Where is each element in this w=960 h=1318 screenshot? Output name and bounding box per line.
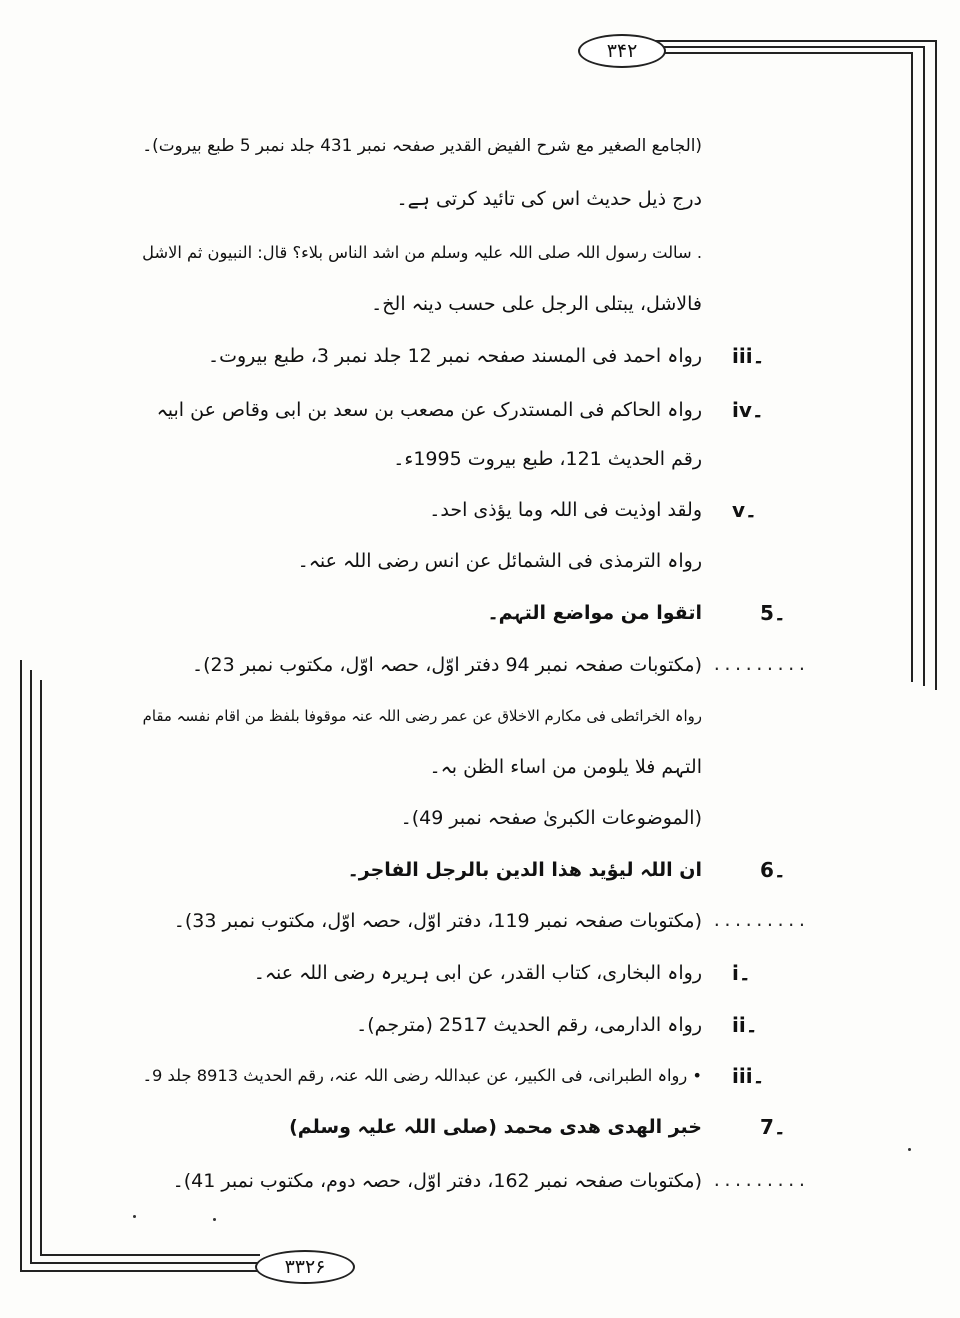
narration-kharaiti-1: رواہ الخرائطی فی مکارم الاخلاق عن عمر رضی اللہ عنہ موقوفا بلفظ من اقام نفسہ مقام bbox=[142, 707, 702, 725]
citation-maktubat-41: (مکتوبات صفحہ نمبر 162، دفتر اوّل، حصہ دوم، مکتوب نمبر 41)۔ bbox=[172, 1170, 702, 1192]
speck bbox=[908, 1148, 911, 1151]
speck bbox=[213, 1218, 216, 1221]
frame-top-line-outer bbox=[655, 40, 937, 42]
narration-kharaiti-2: التہم فلا یلومن من اساء الظن بہ۔ bbox=[429, 756, 702, 778]
heading-ittaqu: اتقوا من مواضع التہم۔ bbox=[487, 602, 702, 624]
leader-dots: ......... bbox=[712, 911, 808, 930]
hadith-text-line-1: . سالت رسول اللہ صلی اللہ علیہ وسلم من اشد الناس بلاء؟ قال: النبیون ثم الاشل bbox=[142, 243, 702, 262]
citation-maktubat-33: (مکتوبات صفحہ نمبر 119، دفتر اوّل، حصہ اوّل، مکتوب نمبر 33)۔ bbox=[173, 910, 702, 932]
heading-inna-allah: ان اللہ لیؤید ھذا الدین بالرجل الفاجر۔ bbox=[347, 859, 702, 881]
leader-dots: ......... bbox=[712, 655, 808, 674]
frame-right-line-outer bbox=[935, 40, 937, 690]
frame-top-line-mid bbox=[655, 46, 925, 48]
item-marker-6: 6۔ bbox=[760, 858, 786, 882]
citation-jami-saghir: (الجامع الصغیر مع شرح الفیض القدیر صفحہ نمبر 431 جلد نمبر 5 طبع بیروت)۔ bbox=[142, 135, 702, 155]
item-marker-ii: ii۔ bbox=[732, 1013, 758, 1037]
narration-tirmidhi: رواہ الترمذی فی الشمائل عن انس رضی اللہ عنہ۔ bbox=[297, 550, 702, 572]
hadith-text-line-2: فالاشل، یبتلی الرجل علی حسب دینہ الخ۔ bbox=[371, 293, 702, 315]
narration-ahmad: رواہ احمد فی المسند صفحہ نمبر 12 جلد نمبر 3، طبع بیروت۔ bbox=[207, 345, 702, 367]
item-marker-iii: iii۔ bbox=[732, 1064, 765, 1088]
top-page-number: ۳۴۲ bbox=[578, 34, 666, 68]
item-marker-i: i۔ bbox=[732, 961, 751, 985]
frame-right-line-mid bbox=[923, 46, 925, 686]
frame-left-line-mid bbox=[30, 670, 32, 1262]
narration-hakim-ref: رقم الحدیث 121، طبع بیروت 1995ء۔ bbox=[393, 448, 702, 470]
heading-khair-alhuda: خبر الھدی ھدی محمد (صلی اللہ علیہ وسلم) bbox=[289, 1116, 702, 1138]
frame-left-line-inner bbox=[40, 680, 42, 1254]
frame-left-line-outer bbox=[20, 660, 22, 1270]
item-marker-5: 5۔ bbox=[760, 601, 786, 625]
bottom-page-number: ۳۳۲۶ bbox=[255, 1250, 355, 1284]
narration-tabarani: • رواہ الطبرانی، فی الکبیر، عن عبداللہ رضی اللہ عنہ، رقم الحدیث 8913 جلد 9۔ bbox=[142, 1066, 702, 1085]
frame-top-line-inner bbox=[655, 52, 913, 54]
citation-maktubat-23: (مکتوبات صفحہ نمبر 94 دفتر اوّل، حصہ اوّل، مکتوب نمبر 23)۔ bbox=[191, 654, 702, 676]
narration-bukhari: رواہ البخاری، کتاب القدر، عن ابی ہریرہ رضی اللہ عنہ۔ bbox=[253, 962, 702, 984]
hadith-ozeet: ولقد اوذیت فی اللہ وما یؤذی احد۔ bbox=[429, 499, 702, 521]
leader-dots: ......... bbox=[712, 1171, 808, 1190]
speck bbox=[133, 1215, 136, 1218]
narration-darimi: رواہ الدارمی، رقم الحدیث 2517 (مترجم)۔ bbox=[356, 1014, 702, 1036]
frame-bottom-line-outer bbox=[20, 1270, 260, 1272]
citation-mawduat: (الموضوعات الکبریٰ صفحہ نمبر 49)۔ bbox=[400, 807, 702, 829]
item-marker-7: 7۔ bbox=[760, 1115, 786, 1139]
item-marker-iv: iv۔ bbox=[732, 398, 764, 422]
frame-right-line-inner bbox=[911, 52, 913, 682]
supporting-hadith-intro: درج ذیل حدیث اس کی تائید کرتی ہے۔ bbox=[396, 188, 702, 210]
frame-bottom-line-inner bbox=[40, 1254, 260, 1256]
frame-bottom-line-mid bbox=[30, 1262, 260, 1264]
narration-hakim: رواہ الحاکم فی المستدرک عن مصعب بن سعد بن ابی وقاص عن ابیہ bbox=[156, 399, 702, 421]
item-marker-iii: iii۔ bbox=[732, 344, 765, 368]
item-marker-v: v۔ bbox=[732, 498, 757, 522]
